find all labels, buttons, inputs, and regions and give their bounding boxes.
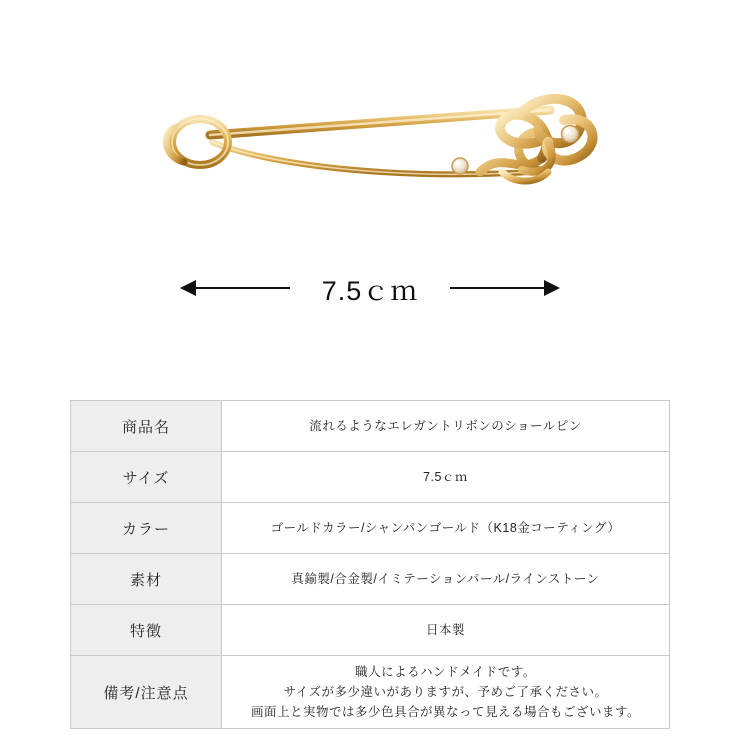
spec-value-line: 真鍮製/合金製/イミテーションパール/ラインストーン	[291, 572, 600, 586]
shawl-pin-illustration	[150, 80, 620, 240]
spec-value-notes	[222, 656, 670, 729]
dimension-label: 7.5ｃｍ	[321, 275, 419, 306]
rhinestone-right	[562, 126, 579, 143]
specification-table	[70, 400, 670, 729]
dimension-arrow-right	[440, 276, 560, 300]
spec-label-size: サイズ	[71, 452, 222, 503]
spec-value-line: 画面上と実物では多少色具合が異なって見える場合もございます。	[250, 705, 640, 719]
table-row	[71, 452, 670, 503]
spec-value-size	[222, 452, 670, 503]
spec-value-line: 職人によるハンドメイドです。	[355, 665, 536, 679]
product-image-area	[0, 0, 740, 340]
spec-value-feature	[222, 605, 670, 656]
dimension-arrow-left	[180, 276, 300, 300]
spec-label-notes: 備考/注意点	[71, 656, 222, 729]
spec-label-material: 素材	[71, 554, 222, 605]
spec-value-line: 流れるようなエレガントリボンのショールピン	[309, 419, 582, 433]
rhinestone-left	[452, 158, 468, 174]
spec-label-feature: 特徴	[71, 605, 222, 656]
spec-label-color: カラー	[71, 503, 222, 554]
table-row	[71, 401, 670, 452]
table-row	[71, 554, 670, 605]
spec-value-line: ゴールドカラー/シャンパンゴールド（K18金コーティング）	[270, 521, 621, 535]
spec-value-material	[222, 554, 670, 605]
spec-value-product-name	[222, 401, 670, 452]
table-row	[71, 503, 670, 554]
shawl-pin-svg	[150, 80, 620, 240]
table-row	[71, 656, 670, 729]
table-row	[71, 605, 670, 656]
spec-value-color	[222, 503, 670, 554]
spec-label-product-name: 商品名	[71, 401, 222, 452]
spec-value-line: サイズが多少違いがありますが、予めご了承ください。	[283, 685, 608, 699]
dimension-indicator	[0, 258, 740, 318]
spec-value-line: 日本製	[425, 623, 465, 637]
spec-value-line: 7.5ｃｍ	[423, 470, 468, 484]
